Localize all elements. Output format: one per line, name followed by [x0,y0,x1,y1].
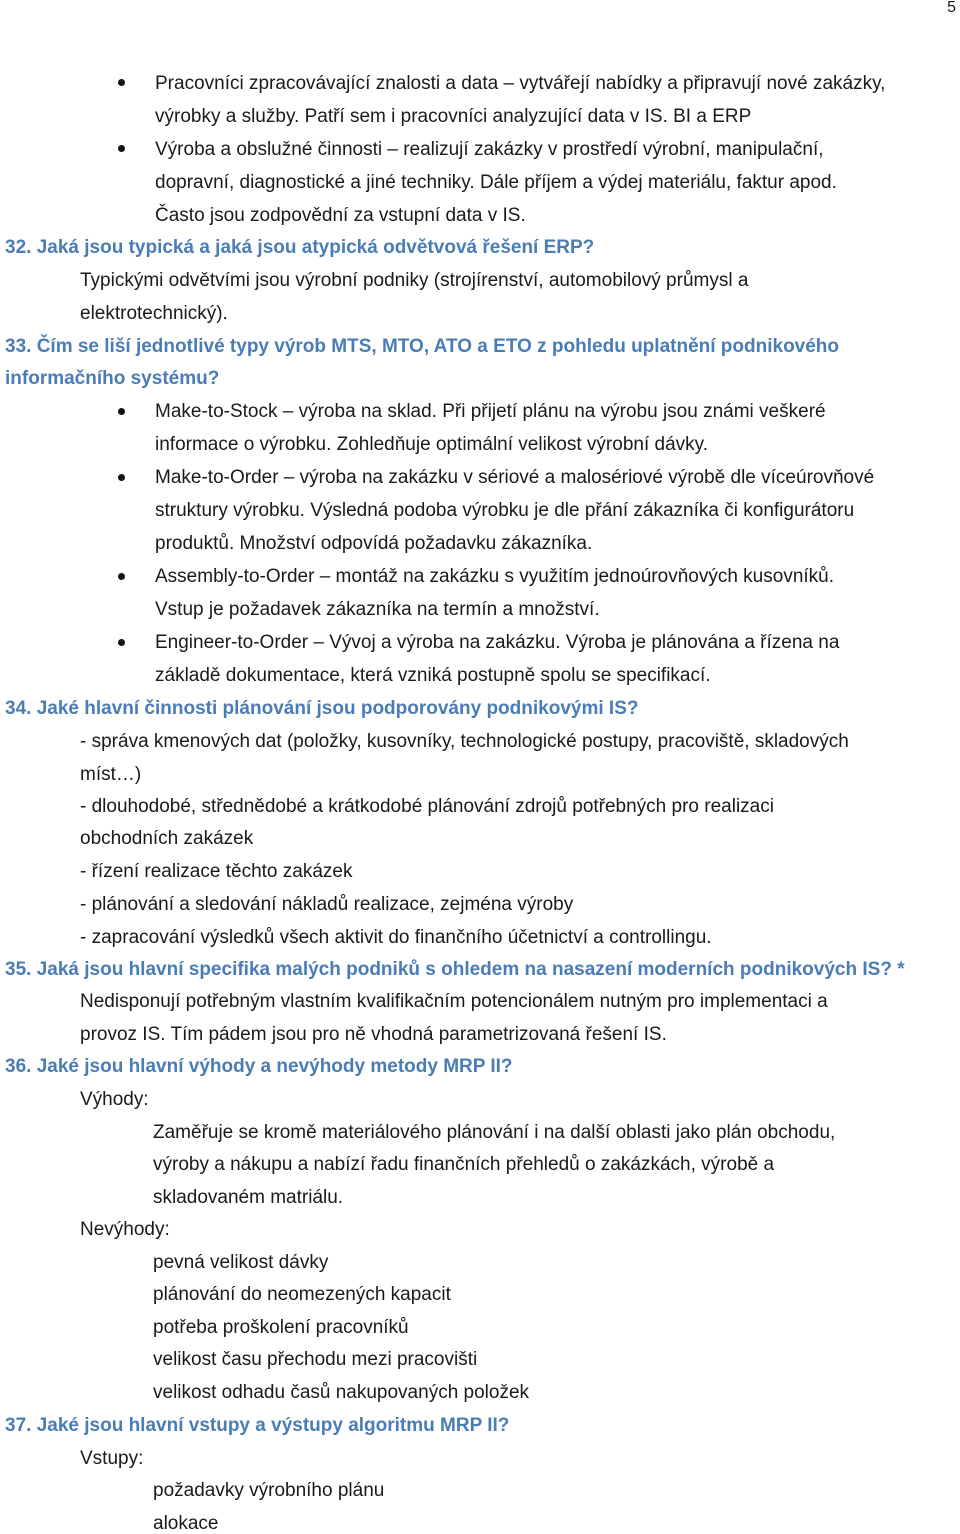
answer-text: obchodních zakázek [80,828,254,849]
inputs-label: Vstupy: [80,1448,144,1469]
list-item: velikost odhadu časů nakupovaných položek [153,1382,530,1403]
question-heading: 33. Čím se liší jednotlivé typy výrob MTS, MTO, ATO a ETO z pohledu uplatnění podnikového [5,336,840,357]
bullet-dot [118,145,125,152]
answer-text: - dlouhodobé, střednědobé a krátkodobé plánování zdrojů potřebných pro realizaci [80,796,774,817]
disadvantages-label: Nevýhody: [80,1219,170,1240]
list-item: plánování do neomezených kapacit [153,1284,451,1305]
list-item: výrobky a služby. Patří sem i pracovníci analyzující data v IS. BI a ERP [155,106,752,127]
question-heading: 36. Jaké jsou hlavní výhody a nevýhody metody MRP II? [5,1056,513,1077]
list-item: Často jsou zodpovědní za vstupní data v IS. [155,205,526,226]
question-heading: 32. Jaká jsou typická a jaká jsou atypická odvětvová řešení ERP? [5,237,595,258]
list-item: Výroba a obslužné činnosti – realizují zakázky v prostředí výrobní, manipulační, [155,139,824,160]
answer-text: - plánování a sledování nákladů realizace, zejména výroby [80,894,574,915]
list-item: základě dokumentace, která vzniká postupně spolu se specifikací. [155,665,711,686]
list-item: struktury výrobku. Výsledná podoba výrobku je dle přání zákazníka či konfigurátoru [155,500,855,521]
answer-text: skladovaném matriálu. [153,1187,344,1208]
page-number: 5 [947,0,956,16]
list-item: Engineer-to-Order – Vývoj a výroba na zakázku. Výroba je plánována a řízena na [155,632,840,653]
list-item: Vstup je požadavek zákazníka na termín a množství. [155,599,600,620]
answer-text: provoz IS. Tím pádem jsou pro ně vhodná parametrizovaná řešení IS. [80,1024,667,1045]
advantages-label: Výhody: [80,1089,149,1110]
answer-text: Zaměřuje se kromě materiálového plánování i na další oblasti jako plán obchodu, [153,1122,836,1143]
list-item: požadavky výrobního plánu [153,1480,385,1501]
list-item: produktů. Množství odpovídá požadavku zákazníka. [155,533,593,554]
question-heading: informačního systému? [5,368,220,389]
bullet-dot [118,474,125,481]
list-item: velikost času přechodu mezi pracovišti [153,1349,478,1370]
answer-text: míst…) [80,764,142,785]
answer-text: - správa kmenových dat (položky, kusovníky, technologické postupy, pracoviště, skladových [80,731,849,752]
answer-text: - řízení realizace těchto zakázek [80,861,353,882]
list-item: Make-to-Stock – výroba na sklad. Při přijetí plánu na výrobu jsou známi veškeré [155,401,826,422]
list-item: Pracovníci zpracovávající znalosti a data – vytvářejí nabídky a připravují nové zakázky, [155,73,886,94]
list-item: Make-to-Order – výroba na zakázku v sériové a malosériové výrobě dle víceúrovňové [155,467,875,488]
answer-text: - zapracování výsledků všech aktivit do finančního účetnictví a controllingu. [80,927,712,948]
list-item: Assembly-to-Order – montáž na zakázku s využitím jednoúrovňových kusovníků. [155,566,835,587]
bullet-dot [118,639,125,646]
bullet-dot [118,79,125,86]
answer-text: výroby a nákupu a nabízí řadu finančních přehledů o zakázkách, výrobě a [153,1154,775,1175]
list-item: pevná velikost dávky [153,1252,329,1273]
bullet-dot [118,573,125,580]
answer-text: elektrotechnický). [80,303,228,324]
question-heading: 35. Jaká jsou hlavní specifika malých podniků s ohledem na nasazení moderních podnikových IS? * [5,959,905,980]
list-item: alokace [153,1513,219,1534]
list-item: potřeba proškolení pracovníků [153,1317,409,1338]
answer-text: Nedisponují potřebným vlastním kvalifikačním potencionálem nutným pro implementaci a [80,991,828,1012]
question-heading: 37. Jaké jsou hlavní vstupy a výstupy algoritmu MRP II? [5,1415,510,1436]
question-heading: 34. Jaké hlavní činnosti plánování jsou podporovány podnikovými IS? [5,698,639,719]
list-item: informace o výrobku. Zohledňuje optimální velikost výrobní dávky. [155,434,709,455]
bullet-dot [118,408,125,415]
answer-text: Typickými odvětvími jsou výrobní podniky (strojírenství, automobilový průmysl a [80,270,749,291]
list-item: dopravní, diagnostické a jiné techniky. Dále příjem a výdej materiálu, faktur apod. [155,172,837,193]
